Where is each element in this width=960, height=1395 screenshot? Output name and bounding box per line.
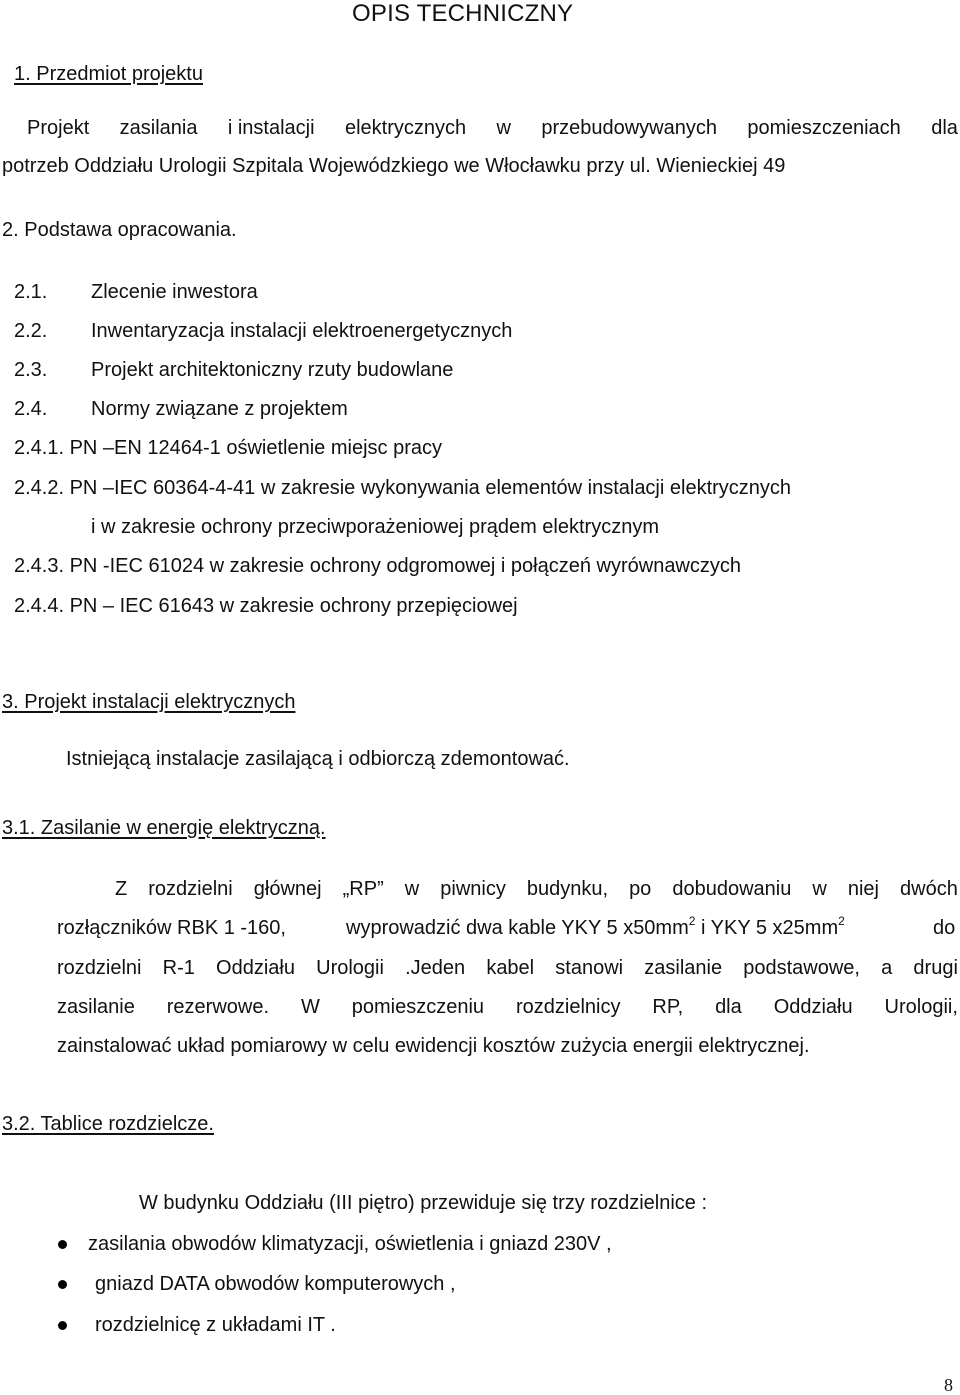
word: Urologii xyxy=(316,957,384,979)
word: Projekt xyxy=(27,117,90,139)
word: W xyxy=(300,996,320,1018)
section-3-2-heading: 3.2. Tablice rozdzielcze. xyxy=(2,1113,214,1135)
list-item-number: 2.2. xyxy=(14,320,48,342)
page-number: 8 xyxy=(944,1375,953,1395)
word: zasilanie xyxy=(57,996,135,1018)
word: RP, xyxy=(652,996,684,1018)
bullet-item: rozdzielnicę z układami IT . xyxy=(95,1314,336,1336)
norm-item: 2.4.1. PN –EN 12464-1 oświetlenie miejsc pracy xyxy=(14,437,442,459)
section-3-1-line-1 xyxy=(115,877,958,901)
superscript: 2 xyxy=(688,914,696,928)
section-1-heading: 1. Przedmiot projektu xyxy=(14,63,203,85)
word: w xyxy=(404,878,420,900)
section-3-1-heading: 3.1. Zasilanie w energię elektryczną. xyxy=(2,817,326,839)
word: rozdzielni xyxy=(57,957,142,979)
bullet-icon xyxy=(58,1321,67,1330)
word: zasilania xyxy=(119,117,198,139)
norm-item: 2.4.3. PN -IEC 61024 w zakresie ochrony odgromowej i połączeń wyrównawczych xyxy=(14,555,742,577)
list-item-text: Projekt architektoniczny rzuty budowlane xyxy=(91,359,454,381)
list-item-number: 2.1. xyxy=(14,281,48,303)
section-3-1-line-2a: rozłączników RBK 1 -160, xyxy=(57,917,286,939)
bullet-item: gniazd DATA obwodów komputerowych , xyxy=(95,1273,456,1295)
word: Oddziału xyxy=(216,957,295,979)
list-item-number: 2.3. xyxy=(14,359,48,381)
word: po xyxy=(629,878,652,900)
word: podstawowe, xyxy=(743,957,860,979)
norm-item-continuation: i w zakresie ochrony przeciwporażeniowej prądem elektrycznym xyxy=(91,516,659,538)
word: „RP” xyxy=(342,878,384,900)
word: w xyxy=(496,117,511,139)
section-3-1-line-5: zainstalować układ pomiarowy w celu ewidencji kosztów zużycia energii elektrycznej. xyxy=(57,1035,810,1057)
word: Urologii, xyxy=(884,996,958,1018)
section-3-heading: 3. Projekt instalacji elektrycznych xyxy=(2,691,296,713)
bullet-item: zasilania obwodów klimatyzacji, oświetlenia i gniazd 230V , xyxy=(88,1233,612,1255)
word: rozdzielnicy xyxy=(515,996,621,1018)
word: pomieszczeniu xyxy=(351,996,485,1018)
word: stanowi xyxy=(555,957,624,979)
word: rezerwowe. xyxy=(166,996,270,1018)
word: Z xyxy=(115,878,128,900)
page-title: OPIS TECHNICZNY xyxy=(352,0,574,27)
list-item-number: 2.4. xyxy=(14,398,48,420)
list-item-text: Inwentaryzacja instalacji elektroenergetycznych xyxy=(91,320,513,342)
section-3-1-line-2d: do xyxy=(933,917,956,939)
word: dobudowaniu xyxy=(672,878,792,900)
word: niej xyxy=(847,878,879,900)
word: a xyxy=(881,957,893,979)
bullet-icon xyxy=(58,1240,67,1249)
cable-spec-2: i YKY 5 x25mm xyxy=(695,917,839,939)
word: .Jeden xyxy=(405,957,466,979)
word: kabel xyxy=(486,957,535,979)
word: rozdzielni xyxy=(148,878,233,900)
word: R-1 xyxy=(162,957,195,979)
word: dla xyxy=(931,117,958,139)
norm-item: 2.4.4. PN – IEC 61643 w zakresie ochrony przepięciowej xyxy=(14,595,518,617)
word: dla xyxy=(715,996,742,1018)
section-2-heading: 2. Podstawa opracowania. xyxy=(2,219,237,241)
word: w xyxy=(812,878,827,900)
word: elektrycznych xyxy=(344,117,467,139)
bullet-icon xyxy=(58,1280,67,1289)
word: głównej xyxy=(253,878,322,900)
section-1-para-line-1 xyxy=(27,116,958,140)
cable-spec-1: wyprowadzić dwa kable YKY 5 x50mm xyxy=(346,917,689,939)
section-1-para-line-2: potrzeb Oddziału Urologii Szpitala Wojewódzkiego we Włocławku przy ul. Wienieckiej 49 xyxy=(2,155,786,177)
superscript: 2 xyxy=(838,914,845,928)
norm-item: 2.4.2. PN –IEC 60364-4-41 w zakresie wykonywania elementów instalacji elektrycznych xyxy=(14,477,792,499)
list-item-text: Normy związane z projektem xyxy=(91,398,348,420)
section-3-2-intro: W budynku Oddziału (III piętro) przewiduje się trzy rozdzielnice : xyxy=(139,1192,708,1214)
word: budynku, xyxy=(526,878,609,900)
word: pomieszczeniach xyxy=(747,117,901,139)
section-3-intro: Istniejącą instalacje zasilającą i odbiorczą zdemontować. xyxy=(66,748,570,770)
word: i instalacji xyxy=(227,117,315,139)
section-3-1-line-4 xyxy=(57,995,958,1019)
word: piwnicy xyxy=(440,878,506,900)
section-3-1-line-2b xyxy=(346,916,845,940)
word: przebudowywanych xyxy=(541,117,717,139)
list-item-text: Zlecenie inwestora xyxy=(91,281,258,303)
word: zasilanie xyxy=(644,957,723,979)
word: Oddziału xyxy=(773,996,853,1018)
section-3-1-line-3 xyxy=(57,956,958,980)
word: dwóch xyxy=(900,878,958,900)
word: drugi xyxy=(913,957,958,979)
